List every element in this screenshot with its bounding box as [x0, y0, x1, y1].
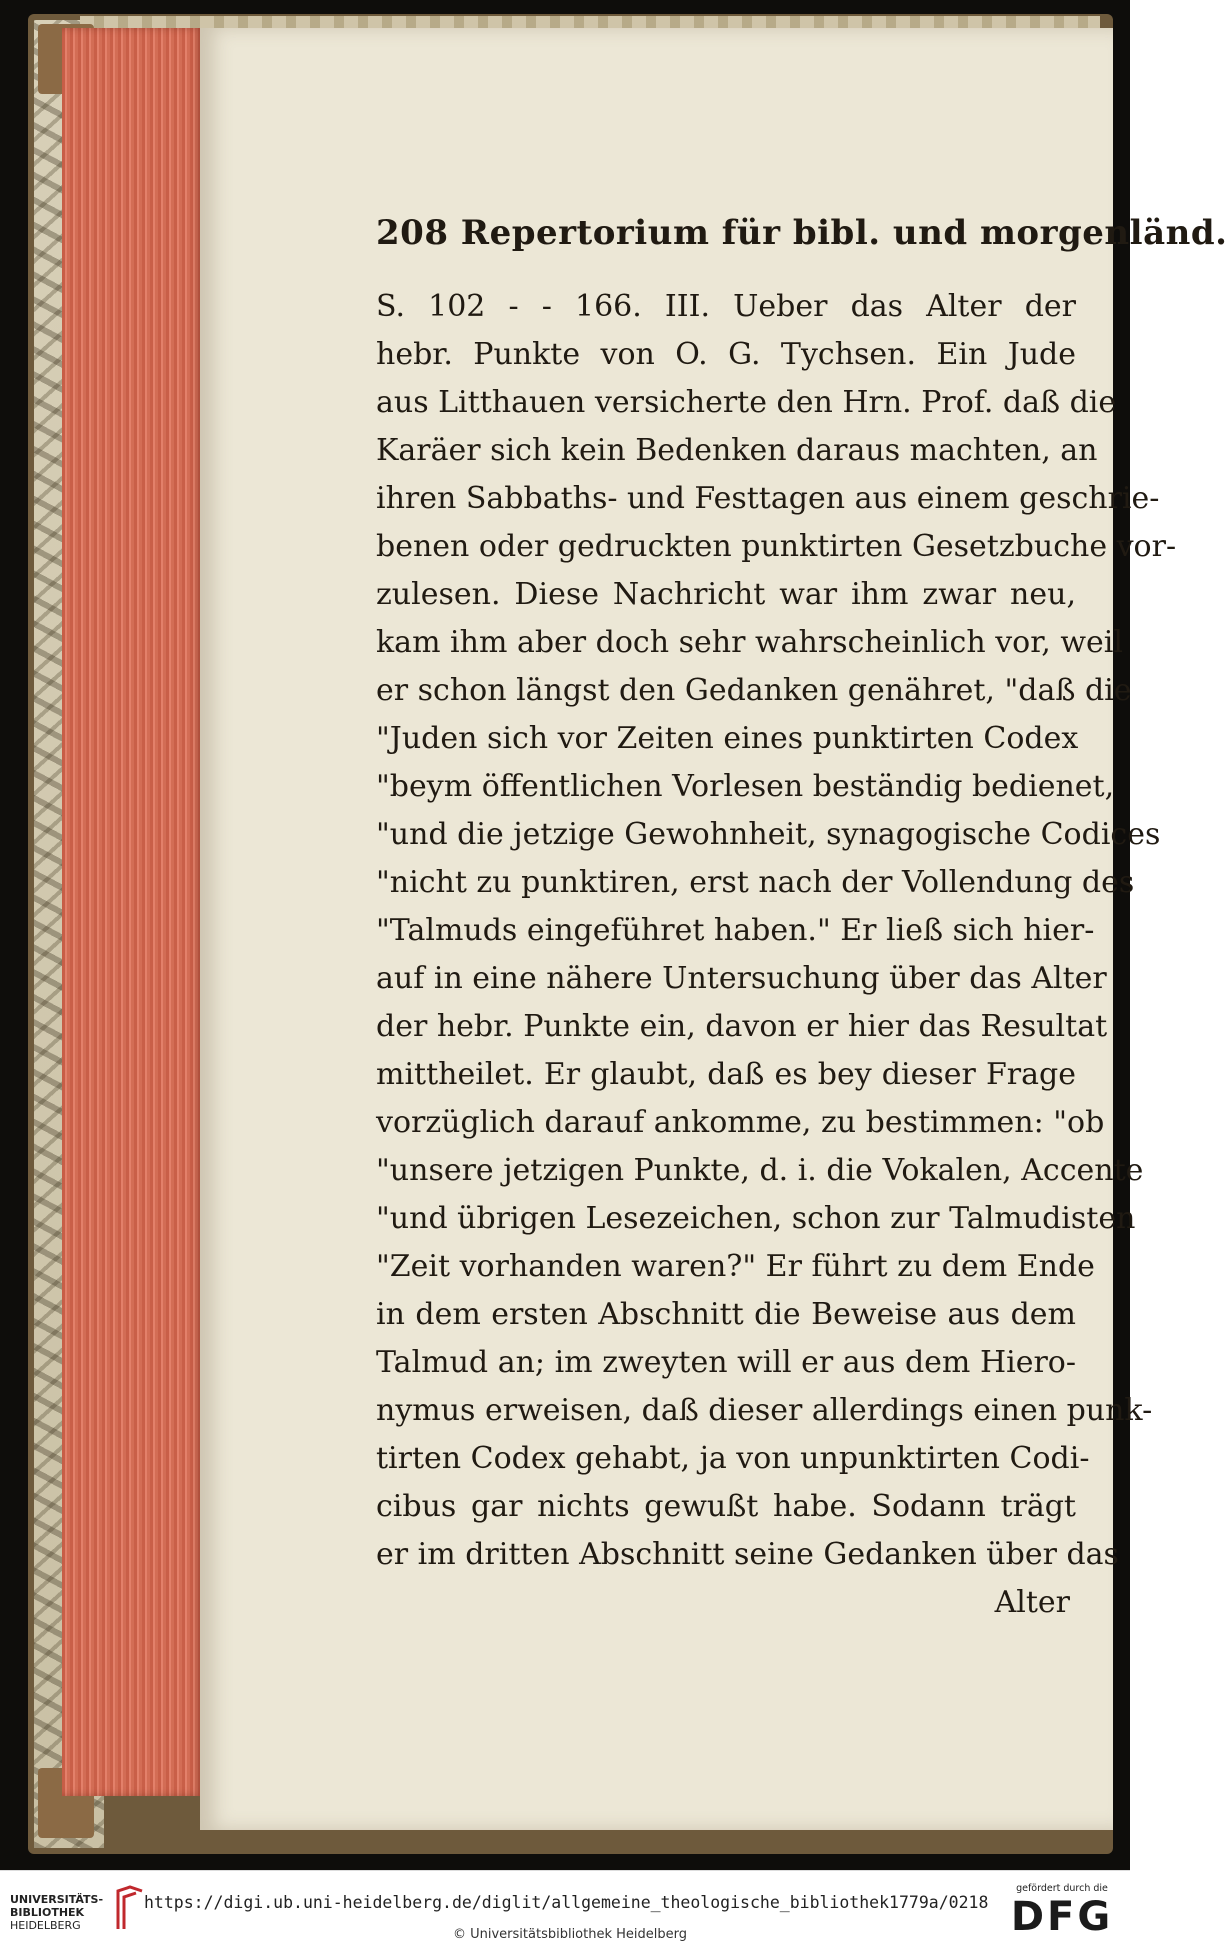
text-line: der hebr. Punkte ein, davon er hier das Resultat: [376, 1009, 1108, 1044]
viewer-footer: [0, 1870, 1130, 1956]
body-text: [376, 283, 1177, 1579]
library-emblem-icon: [112, 1883, 148, 1933]
text-line: "nicht zu punktiren, erst nach der Vollendung des: [376, 865, 1135, 900]
catchword: Alter: [994, 1585, 1070, 1620]
text-line: "beym öffentlichen Vorlesen beständig bedienet,: [376, 769, 1115, 804]
text-line: auf in eine nähere Untersuchung über das Alter: [376, 961, 1107, 996]
dfg-logo: DFG: [1010, 1894, 1114, 1940]
text-line: Karäer sich kein Bedenken daraus machten, an: [376, 433, 1098, 468]
text-line: cibus gar nichts gewußt habe. Sodann trägt: [376, 1489, 1076, 1524]
text-line: Talmud an; im zweyten will er aus dem Hiero-: [376, 1345, 1076, 1380]
text-line: benen oder gedruckten punktirten Gesetzbuche vor-: [376, 529, 1177, 564]
text-line: in dem ersten Abschnitt die Beweise aus dem: [376, 1297, 1076, 1332]
text-line: "Talmuds eingeführet haben." Er ließ sich hier-: [376, 913, 1095, 948]
text-line: er schon längst den Gedanken genähret, "daß die: [376, 673, 1132, 708]
text-line: "unsere jetzigen Punkte, d. i. die Vokalen, Accente: [376, 1153, 1144, 1188]
text-line: nymus erweisen, daß dieser allerdings einen punk-: [376, 1393, 1153, 1428]
library-name-line3: HEIDELBERG: [10, 1919, 81, 1932]
running-head: 208 Repertorium für bibl. und morgenländ.: [376, 213, 1227, 253]
library-name-line1: UNIVERSITÄTS-: [10, 1893, 104, 1906]
text-line: ihren Sabbaths- und Festtagen aus einem geschrie-: [376, 481, 1160, 516]
text-line: "und die jetzige Gewohnheit, synagogische Codices: [376, 817, 1161, 852]
text-line: "und übrigen Lesezeichen, schon zur Talmudisten: [376, 1201, 1136, 1236]
text-line: "Zeit vorhanden waren?" Er führt zu dem Ende: [376, 1249, 1095, 1284]
text-line: er im dritten Abschnitt seine Gedanken über das: [376, 1537, 1119, 1572]
funder-logo: [998, 1883, 1126, 1939]
book-page: [200, 28, 1227, 1830]
text-line: aus Litthauen versicherte den Hrn. Prof. daß die: [376, 385, 1117, 420]
text-line: kam ihm aber doch sehr wahrscheinlich vor, weil: [376, 625, 1123, 660]
copyright-notice: © Universitätsbibliothek Heidelberg: [452, 1927, 687, 1942]
text-line: tirten Codex gehabt, ja von unpunktirten Codi-: [376, 1441, 1090, 1476]
permalink-url[interactable]: https://digi.ub.uni-heidelberg.de/diglit/allgemeine_theologische_bibliothek1779a/0218: [144, 1893, 989, 1912]
text-line: zulesen. Diese Nachricht war ihm zwar neu,: [376, 577, 1076, 612]
text-line: hebr. Punkte von O. G. Tychsen. Ein Jude: [376, 337, 1076, 372]
page-text-block: [376, 213, 1227, 1627]
text-line: vorzüglich darauf ankomme, zu bestimmen: "ob: [376, 1105, 1105, 1140]
funder-note: gefördert durch die: [1016, 1883, 1108, 1894]
library-name-line2: BIBLIOTHEK: [10, 1906, 85, 1919]
text-line: S. 102 - - 166. III. Ueber das Alter der: [376, 289, 1076, 324]
red-page-edges: [62, 28, 204, 1796]
text-line: mittheilet. Er glaubt, daß es bey dieser Frage: [376, 1057, 1076, 1092]
text-line: "Juden sich vor Zeiten eines punktirten Codex: [376, 721, 1079, 756]
